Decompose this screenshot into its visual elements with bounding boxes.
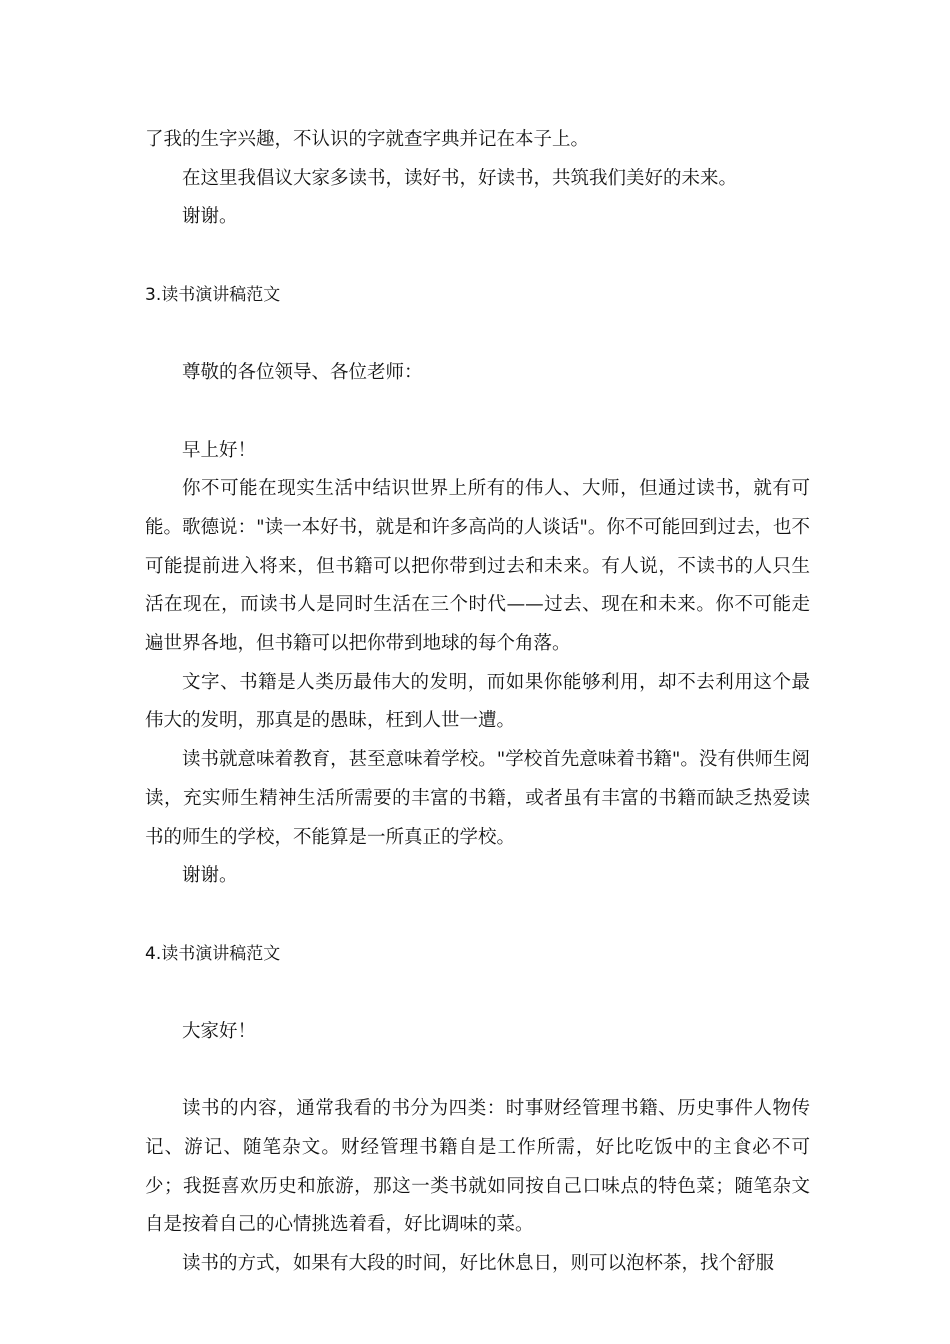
section-heading: 4.读书演讲稿范文 <box>145 943 281 964</box>
blank-line <box>145 315 810 354</box>
paragraph: 了我的生字兴趣，不认识的字就查字典并记在本子上。 <box>145 129 590 150</box>
blank-line <box>145 1051 810 1090</box>
blank-line <box>145 393 810 432</box>
closing: 谢谢。 <box>182 865 238 887</box>
paragraph: 文字、书籍是人类历最伟大的发明，而如果你能够利用，却不去利用这个最伟大的发明，那真是的愚昧，枉到人世一遭。 <box>145 671 810 732</box>
paragraph: 读书的内容，通常我看的书分为四类：时事财经管理书籍、历史事件人物传记、游记、随笔杂文。财经管理书籍自是工作所需，好比吃饭中的主食必不可少；我挺喜欢历史和旅游，那这一类书就如同按自己口味点的特色菜；随笔杂文自是按着自己的心情挑选着看，好比调味的菜。 <box>145 1098 810 1236</box>
paragraph: 谢谢。 <box>182 206 238 228</box>
blank-line <box>145 974 810 1013</box>
blank-line <box>145 237 810 276</box>
document-body <box>145 121 810 1284</box>
paragraph: 你不可能在现实生活中结识世界上所有的伟人、大师，但通过读书，就有可能。歌德说："读一本好书，就是和许多高尚的人谈话"。你不可能回到过去，也不可能提前进入将来，但书籍可以把你带到过去和未来。有人说，不读书的人只生活在现在，而读书人是同时生活在三个时代——过去、现在和未来。你不可能走遍世界各地，但书籍可以把你带到地球的每个角落。 <box>145 478 810 655</box>
paragraph: 读书就意味着教育，甚至意味着学校。"学校首先意味着书籍"。没有供师生阅读，充实师生精神生活所需要的丰富的书籍，或者虽有丰富的书籍而缺乏热爱读书的师生的学校，不能算是一所真正的学校。 <box>145 749 810 848</box>
paragraph: 在这里我倡议大家多读书，读好书，好读书，共筑我们美好的未来。 <box>182 167 738 189</box>
greeting: 大家好！ <box>182 1020 257 1042</box>
paragraph: 读书的方式，如果有大段的时间，好比休息日，则可以泡杯茶，找个舒服 <box>182 1253 775 1275</box>
greeting: 早上好！ <box>182 439 257 461</box>
blank-line <box>145 896 810 935</box>
salutation: 尊敬的各位领导、各位老师： <box>182 361 423 383</box>
section-heading: 3.读书演讲稿范文 <box>145 285 281 306</box>
